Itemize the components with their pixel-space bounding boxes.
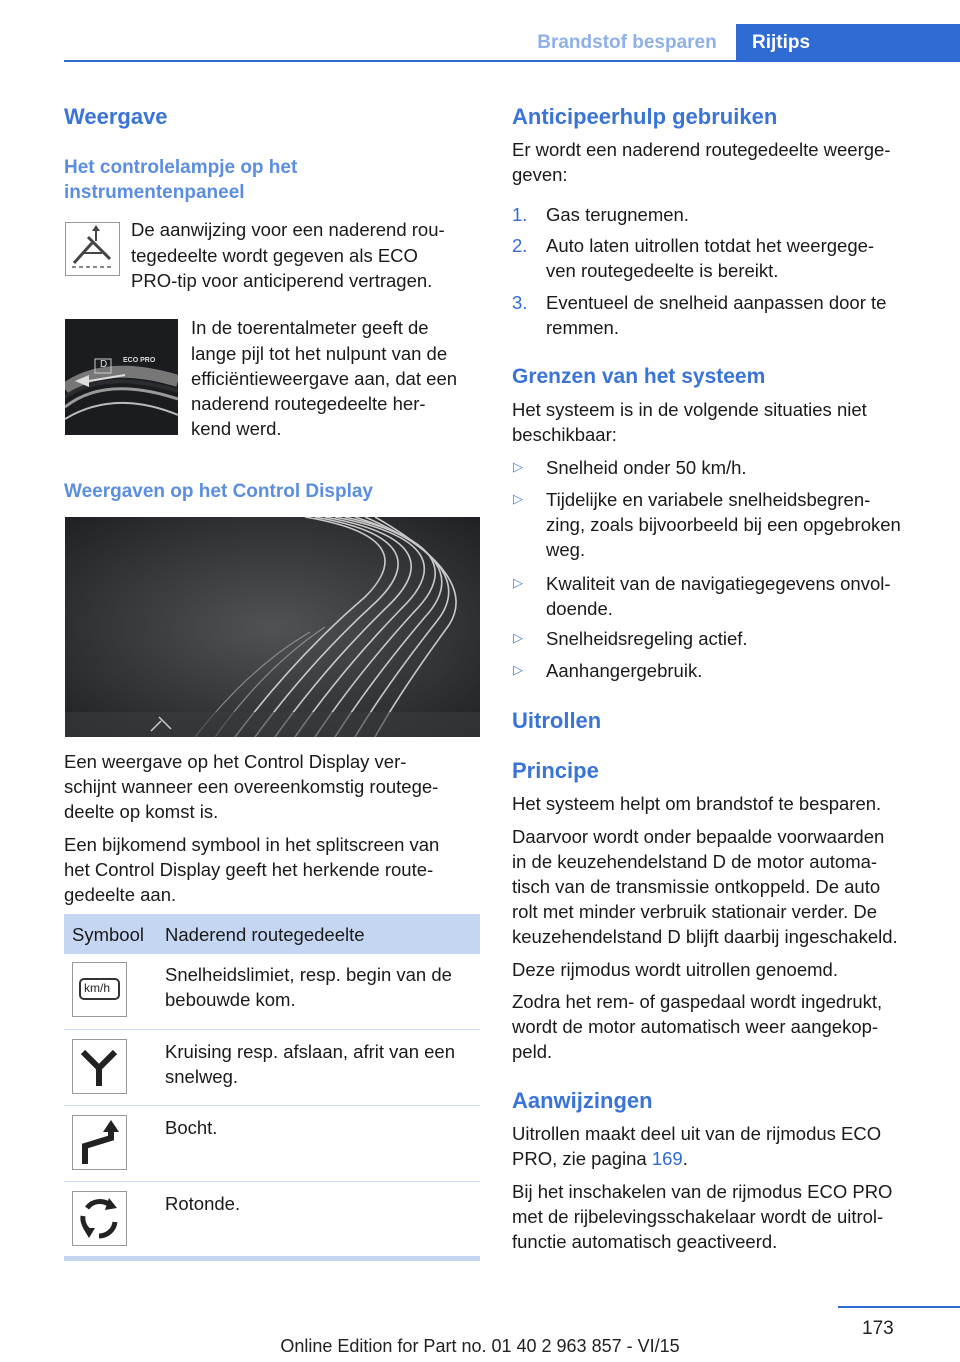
table-row2-line1: Kruising resp. afslaan, afrit van een bbox=[165, 1041, 455, 1062]
tachometer-photo bbox=[65, 319, 178, 435]
lampje-text-2: tegedeelte wordt gegeven als ECO bbox=[131, 245, 418, 266]
step-number: 3. bbox=[512, 292, 528, 313]
page-link-169[interactable]: 169 bbox=[651, 1148, 683, 1169]
lampje-text-1: De aanwijzing voor een naderend rou- bbox=[131, 219, 445, 240]
heading-control-display: Weergaven op het Control Display bbox=[64, 481, 373, 502]
heading-grenzen: Grenzen van het systeem bbox=[512, 365, 766, 388]
table-row1-line1: Snelheidslimiet, resp. begin van de bbox=[165, 964, 452, 985]
gauge-label-d: D bbox=[100, 359, 108, 370]
heading-aanwijzingen: Aanwijzingen bbox=[512, 1088, 653, 1113]
step3-line1: Eventueel de snelheid aanpassen door te bbox=[546, 292, 887, 313]
lampje-text-3: PRO-tip voor anticiperend vertragen. bbox=[131, 270, 433, 291]
table-row4-line1: Rotonde. bbox=[165, 1193, 241, 1214]
aanwijzingen-line1: Uitrollen maakt deel uit van de rijmodus ECO bbox=[512, 1123, 882, 1144]
bullet3-line1: Kwaliteit van de navigatiegegevens onvol- bbox=[546, 573, 891, 594]
grenzen-line2: beschikbaar: bbox=[512, 424, 617, 445]
cd-para1-line1: Een weergave op het Control Display ver- bbox=[64, 751, 407, 772]
principe-line4: tisch van de transmissie ontkoppeld. De auto bbox=[512, 876, 881, 897]
grenzen-line1: Het systeem is in de volgende situaties niet bbox=[512, 399, 867, 420]
bullet3-line2: doende. bbox=[546, 598, 613, 619]
bullet-marker: ▷ bbox=[513, 491, 523, 506]
aanwijzingen-text: PRO, zie pagina bbox=[512, 1148, 652, 1169]
principe-line5: rolt met minder verbruik stationair verder. De bbox=[512, 901, 877, 922]
bullet2-line2: zing, zoals bijvoorbeeld bij een opgebroken bbox=[546, 514, 901, 535]
header-rule bbox=[64, 60, 960, 62]
page-number-rule bbox=[838, 1306, 960, 1308]
step1-line1: Gas terugnemen. bbox=[546, 204, 689, 225]
bullet2-line3: weg. bbox=[546, 539, 586, 560]
cd-para2-line2: het Control Display geeft het herkende route- bbox=[64, 859, 434, 880]
gauge-label-eco: ECO PRO bbox=[123, 357, 156, 364]
table-row-divider bbox=[64, 1029, 480, 1030]
bullet-marker: ▷ bbox=[513, 630, 523, 645]
principe-line1: Het systeem helpt om brandstof te besparen. bbox=[512, 793, 882, 814]
aanwijzingen-period: . bbox=[682, 1148, 688, 1169]
table-row1-line2: bebouwde kom. bbox=[165, 989, 296, 1010]
heading-principe: Principe bbox=[512, 758, 599, 783]
table-row-divider bbox=[64, 1105, 480, 1106]
heading-uitrollen: Uitrollen bbox=[512, 708, 602, 733]
speed-limit-icon bbox=[72, 962, 127, 1017]
toerental-text-3: efficiëntieweergave aan, dat een bbox=[191, 368, 458, 389]
step-number: 2. bbox=[512, 235, 528, 256]
table-bottom-rule bbox=[64, 1256, 480, 1261]
bullet2-line1: Tijdelijke en variabele snelheidsbegren- bbox=[546, 489, 871, 510]
aanwijzingen-line3: Bij het inschakelen van de rijmodus ECO PRO bbox=[512, 1181, 893, 1202]
bullet1-line1: Snelheid onder 50 km/h. bbox=[546, 457, 747, 478]
eco-pro-tip-icon bbox=[65, 222, 120, 276]
curve-icon bbox=[72, 1115, 127, 1170]
header-section-title: Brandstof besparen bbox=[537, 32, 717, 53]
principe-line3: in de keuzehendelstand D de motor automa- bbox=[512, 851, 878, 872]
toerental-text-2: lange pijl tot het nulpunt van de bbox=[191, 343, 448, 364]
principe-line2: Daarvoor wordt onder bepaalde voorwaarden bbox=[512, 826, 885, 847]
cd-para1-line3: deelte op komst is. bbox=[64, 801, 219, 822]
toerental-text-5: kend werd. bbox=[191, 418, 282, 439]
bullet4-line1: Snelheidsregeling actief. bbox=[546, 628, 748, 649]
heading-anticipeerhulp: Anticipeerhulp gebruiken bbox=[512, 104, 778, 129]
anticipeer-line2: geven: bbox=[512, 164, 568, 185]
header-chapter-tab: Rijtips bbox=[736, 24, 960, 62]
principe-line8: Zodra het rem- of gaspedaal wordt ingedrukt, bbox=[512, 991, 883, 1012]
page-number: 173 bbox=[862, 1318, 894, 1339]
control-display-photo bbox=[65, 517, 480, 737]
heading-controlelampje: Het controlelampje op het instrumentenpaneel bbox=[64, 157, 298, 203]
roundabout-icon bbox=[72, 1191, 127, 1246]
aanwijzingen-line4: met de rijbelevingsschakelaar wordt de uitrol- bbox=[512, 1206, 884, 1227]
junction-icon bbox=[72, 1039, 127, 1094]
footer-edition: Online Edition for Part no. 01 40 2 963 857 - VI/15 bbox=[280, 1336, 680, 1356]
step-number: 1. bbox=[512, 204, 528, 225]
aanwijzingen-line2 bbox=[512, 1146, 688, 1172]
table-row-divider bbox=[64, 1181, 480, 1182]
step2-line2: ven routegedeelte is bereikt. bbox=[546, 260, 779, 281]
bullet5-line1: Aanhangergebruik. bbox=[546, 660, 703, 681]
table-col-naderend: Naderend routegedeelte bbox=[165, 924, 365, 945]
cd-para2-line1: Een bijkomend symbool in het splitscreen van bbox=[64, 834, 440, 855]
step2-line1: Auto laten uitrollen totdat het weergege- bbox=[546, 235, 875, 256]
bullet-marker: ▷ bbox=[513, 575, 523, 590]
heading-weergave: Weergave bbox=[64, 104, 168, 129]
principe-line9: wordt de motor automatisch weer aangekop- bbox=[512, 1016, 879, 1037]
table-row3-line1: Bocht. bbox=[165, 1117, 218, 1138]
aanwijzingen-line5: functie automatisch geactiveerd. bbox=[512, 1231, 778, 1252]
toerental-text-1: In de toerentalmeter geeft de bbox=[191, 317, 429, 338]
table-row2-line2: snelweg. bbox=[165, 1066, 239, 1087]
bullet-marker: ▷ bbox=[513, 459, 523, 474]
step3-line2: remmen. bbox=[546, 317, 619, 338]
anticipeer-line1: Er wordt een naderend routegedeelte weerge- bbox=[512, 139, 891, 160]
toerental-text-4: naderend routegedeelte her- bbox=[191, 393, 426, 414]
bullet-marker: ▷ bbox=[513, 662, 523, 677]
principe-line10: peld. bbox=[512, 1041, 553, 1062]
table-col-symbool: Symbool bbox=[72, 924, 144, 945]
cd-para1-line2: schijnt wanneer een overeenkomstig routege- bbox=[64, 776, 439, 797]
principe-line7: Deze rijmodus wordt uitrollen genoemd. bbox=[512, 959, 838, 980]
principe-line6: keuzehendelstand D blijft daarbij ingeschakeld. bbox=[512, 926, 898, 947]
speed-limit-icon-text: km/h bbox=[84, 981, 111, 995]
cd-para2-line3: gedeelte aan. bbox=[64, 884, 177, 905]
